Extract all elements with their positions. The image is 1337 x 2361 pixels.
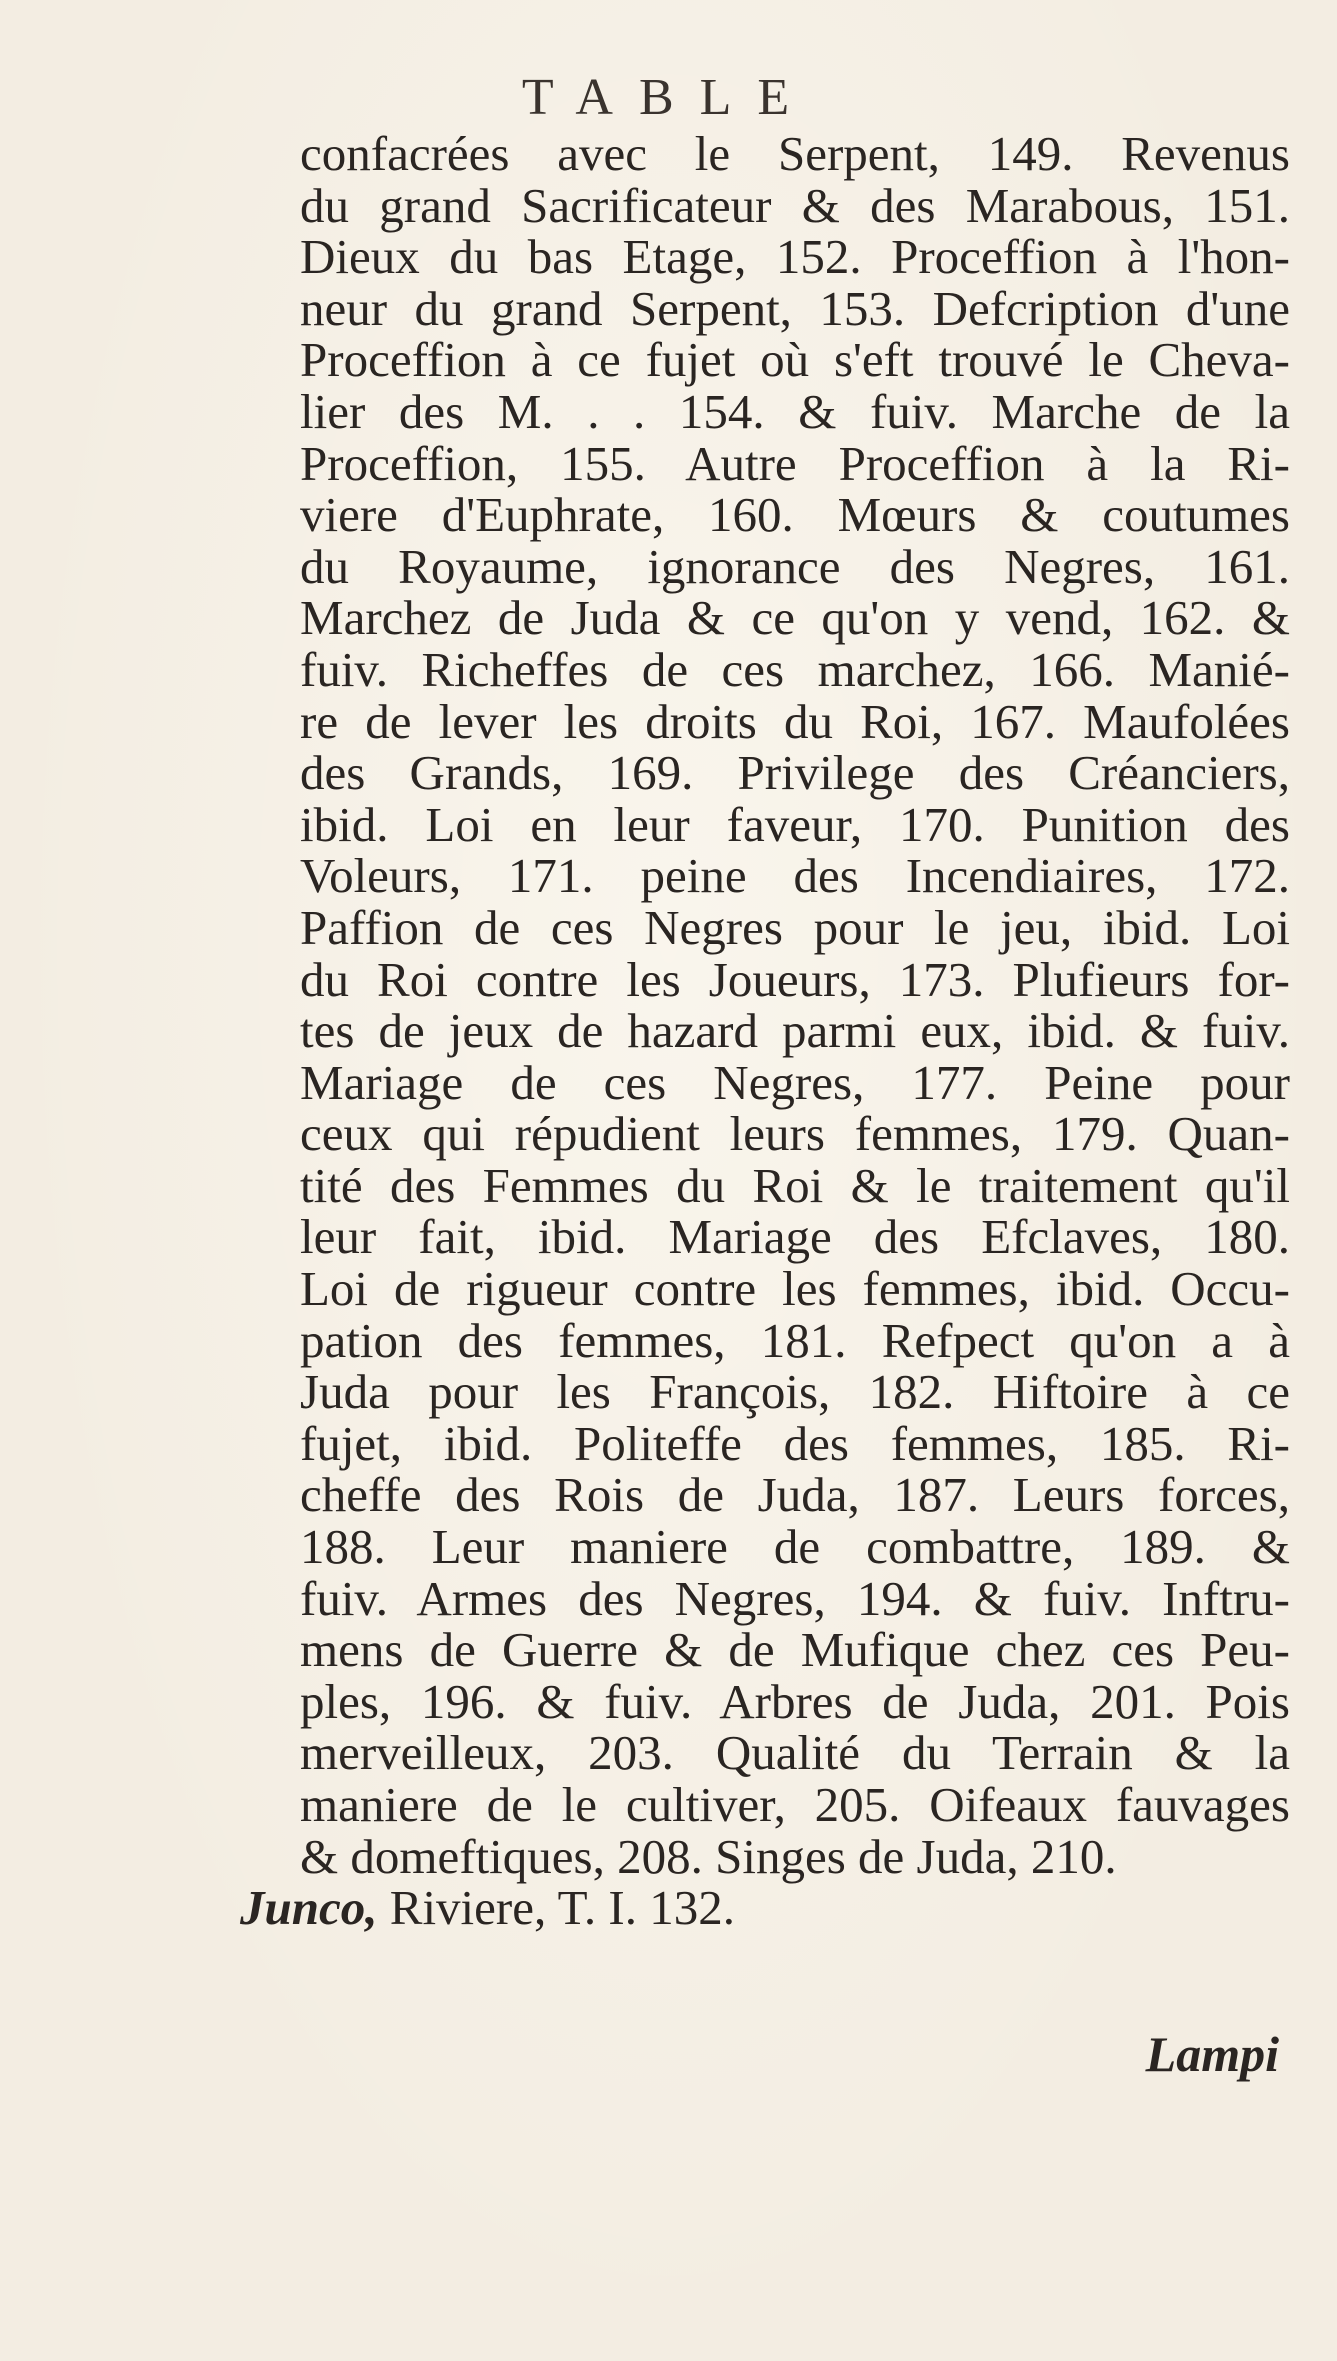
index-line: Dieux du bas Etage, 152. Proceffion à l'hon- <box>300 229 1290 285</box>
index-line: mens de Guerre & de Mufique chez ces Peu- <box>300 1622 1290 1678</box>
index-line: fuiv. Armes des Negres, 194. & fuiv. Inftru- <box>300 1570 1290 1626</box>
index-line: du grand Sacrificateur & des Marabous, 151. <box>300 177 1290 233</box>
index-line: ibid. Loi en leur faveur, 170. Punition des <box>300 796 1290 852</box>
index-line: cheffe des Rois de Juda, 187. Leurs forces, <box>300 1467 1290 1523</box>
index-line: re de lever les droits du Roi, 167. Maufolées <box>300 693 1290 749</box>
index-line: viere d'Euphrate, 160. Mœurs & coutumes <box>300 487 1290 543</box>
index-line: ples, 196. & fuiv. Arbres de Juda, 201. Pois <box>300 1673 1290 1729</box>
catchword: Lampi <box>1145 2026 1279 2082</box>
index-line: neur du grand Serpent, 153. Defcription d'une <box>300 280 1290 336</box>
index-line: tes de jeux de hazard parmi eux, ibid. & fuiv. <box>300 1003 1290 1059</box>
index-line: Proceffion, 155. Autre Proceffion à la Ri- <box>300 435 1290 491</box>
index-line: du Royaume, ignorance des Negres, 161. <box>300 538 1290 594</box>
index-line: des Grands, 169. Privilege des Créanciers, <box>300 745 1290 801</box>
index-line: Loi de rigueur contre les femmes, ibid. Occu- <box>300 1261 1290 1317</box>
index-line: Marchez de Juda & ce qu'on y vend, 162. & <box>300 590 1290 646</box>
index-line: leur fait, ibid. Mariage des Efclaves, 180. <box>300 1209 1290 1265</box>
index-line: Proceffion à ce fujet où s'eft trouvé le Cheva- <box>300 332 1290 388</box>
entry-headword: Junco, <box>240 1880 378 1936</box>
index-line: & domeftiques, 208. Singes de Juda, 210. <box>300 1828 1117 1884</box>
index-line: du Roi contre les Joueurs, 173. Plufieurs for- <box>300 951 1290 1007</box>
index-line: Voleurs, 171. peine des Incendiaires, 172. <box>300 848 1290 904</box>
index-line: pation des femmes, 181. Refpect qu'on a à <box>300 1312 1290 1368</box>
index-text-block <box>240 126 1290 1936</box>
index-line: fujet, ibid. Politeffe des femmes, 185. Ri- <box>300 1415 1290 1471</box>
index-lines <box>300 128 1290 1882</box>
index-line: Juda pour les François, 182. Hiftoire à ce <box>300 1364 1290 1420</box>
index-line: confacrées avec le Serpent, 149. Revenus <box>300 126 1290 181</box>
index-line: Mariage de ces Negres, 177. Peine pour <box>300 1054 1290 1110</box>
index-line: tité des Femmes du Roi & le traitement qu'il <box>300 1157 1290 1213</box>
index-line: Paffion de ces Negres pour le jeu, ibid. Loi <box>300 899 1290 955</box>
index-line: merveilleux, 203. Qualité du Terrain & la <box>300 1725 1290 1781</box>
index-line: maniere de le cultiver, 205. Oifeaux fauvages <box>300 1777 1290 1832</box>
index-line: lier des M. . . 154. & fuiv. Marche de la <box>300 383 1290 439</box>
index-line: fuiv. Richeffes de ces marchez, 166. Manié- <box>300 641 1290 697</box>
running-head: TABLE <box>521 69 816 126</box>
index-entry-junco <box>240 1882 1290 1934</box>
entry-text: Riviere, T. I. 132. <box>377 1880 735 1936</box>
index-line: ceux qui répudient leurs femmes, 179. Quan- <box>300 1106 1290 1162</box>
index-line: 188. Leur maniere de combattre, 189. & <box>300 1519 1290 1575</box>
